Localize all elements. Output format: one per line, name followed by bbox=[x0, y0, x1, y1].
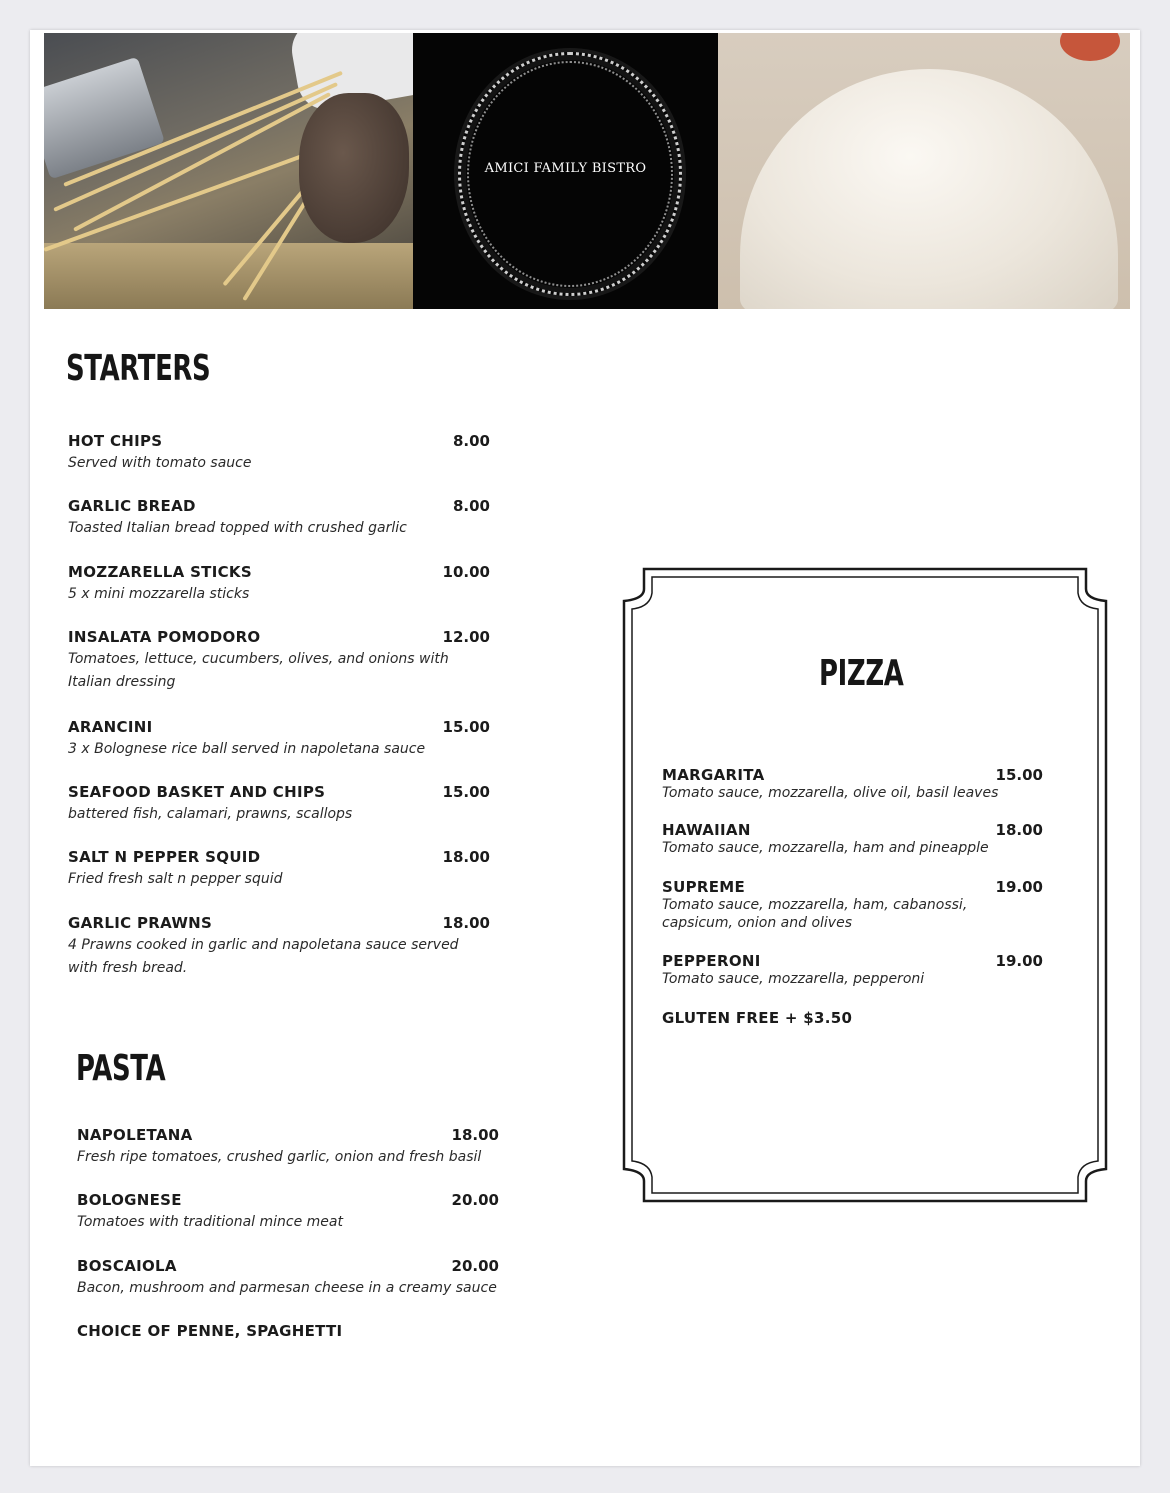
menu-item bbox=[77, 1126, 499, 1169]
item-description: Toasted Italian bread topped with crushed garlic bbox=[68, 520, 407, 536]
pizza-dough-photo bbox=[718, 33, 1130, 309]
item-price: 15.00 bbox=[442, 718, 490, 736]
item-name: INSALATA POMODORO bbox=[68, 628, 261, 646]
item-name: GARLIC BREAD bbox=[68, 497, 196, 515]
item-price: 15.00 bbox=[442, 783, 490, 801]
menu-page bbox=[30, 30, 1140, 1466]
item-description: 4 Prawns cooked in garlic and napoletana sauce served with fresh bread. bbox=[68, 937, 459, 976]
item-price: 19.00 bbox=[995, 878, 1043, 896]
item-name: PEPPERONI bbox=[662, 952, 761, 970]
item-price: 18.00 bbox=[995, 821, 1043, 839]
item-price: 18.00 bbox=[442, 914, 490, 932]
item-name: SEAFOOD BASKET AND CHIPS bbox=[68, 783, 326, 801]
item-name: SALT N PEPPER SQUID bbox=[68, 848, 261, 866]
item-description: Tomato sauce, mozzarella, pepperoni bbox=[662, 971, 925, 987]
menu-item bbox=[68, 497, 490, 540]
item-price: 8.00 bbox=[452, 432, 490, 450]
logo-text: AMICI FAMILY BISTRO bbox=[484, 161, 647, 176]
item-name: SUPREME bbox=[662, 878, 746, 896]
menu-item bbox=[662, 766, 1047, 802]
item-description: 5 x mini mozzarella sticks bbox=[68, 586, 250, 602]
item-name: MOZZARELLA STICKS bbox=[68, 563, 252, 581]
menu-item bbox=[662, 952, 1047, 988]
item-name: HAWAIIAN bbox=[662, 821, 751, 839]
item-description: Fried fresh salt n pepper squid bbox=[68, 871, 283, 887]
menu-item bbox=[662, 821, 1047, 857]
item-price: 20.00 bbox=[451, 1191, 499, 1209]
item-description: Tomato sauce, mozzarella, ham and pineapple bbox=[662, 840, 989, 856]
item-description: Fresh ripe tomatoes, crushed garlic, onion and fresh basil bbox=[77, 1149, 482, 1165]
pasta-choice-note: CHOICE OF PENNE, SPAGHETTI bbox=[77, 1322, 343, 1340]
item-description: Tomatoes, lettuce, cucumbers, olives, and onions with Italian dressing bbox=[68, 651, 449, 690]
bistro-logo bbox=[413, 33, 718, 309]
item-name: HOT CHIPS bbox=[68, 432, 163, 450]
item-name: NAPOLETANA bbox=[77, 1126, 193, 1144]
item-description: Tomato sauce, mozzarella, ham, cabanossi, capsicum, onion and olives bbox=[662, 897, 968, 931]
pizza-heading: PIZZA bbox=[819, 653, 904, 694]
header-banner bbox=[44, 33, 1130, 309]
item-name: ARANCINI bbox=[68, 718, 153, 736]
menu-item bbox=[68, 432, 490, 475]
item-price: 12.00 bbox=[442, 628, 490, 646]
menu-item bbox=[662, 878, 1047, 932]
menu-item bbox=[77, 1191, 499, 1234]
item-price: 18.00 bbox=[442, 848, 490, 866]
pasta-heading: PASTA bbox=[76, 1048, 166, 1089]
item-price: 20.00 bbox=[451, 1257, 499, 1275]
menu-item bbox=[68, 783, 490, 826]
item-description: 3 x Bolognese rice ball served in napoletana sauce bbox=[68, 741, 426, 757]
item-description: battered fish, calamari, prawns, scallops bbox=[68, 806, 353, 822]
menu-item bbox=[68, 628, 490, 694]
item-name: BOSCAIOLA bbox=[77, 1257, 177, 1275]
item-description: Tomato sauce, mozzarella, olive oil, basil leaves bbox=[662, 785, 999, 801]
item-name: MARGARITA bbox=[662, 766, 765, 784]
menu-item bbox=[68, 848, 490, 891]
item-price: 8.00 bbox=[452, 497, 490, 515]
item-price: 18.00 bbox=[451, 1126, 499, 1144]
pasta-making-photo bbox=[44, 33, 413, 309]
menu-item bbox=[77, 1257, 499, 1300]
item-description: Bacon, mushroom and parmesan cheese in a creamy sauce bbox=[77, 1280, 497, 1296]
item-description: Served with tomato sauce bbox=[68, 455, 252, 471]
item-description: Tomatoes with traditional mince meat bbox=[77, 1214, 343, 1230]
menu-item bbox=[68, 914, 490, 980]
item-price: 15.00 bbox=[995, 766, 1043, 784]
starters-heading: STARTERS bbox=[66, 348, 211, 389]
menu-item bbox=[68, 563, 490, 606]
item-name: GARLIC PRAWNS bbox=[68, 914, 213, 932]
menu-item bbox=[68, 718, 490, 761]
item-price: 19.00 bbox=[995, 952, 1043, 970]
item-name: BOLOGNESE bbox=[77, 1191, 182, 1209]
gluten-free-note: GLUTEN FREE + $3.50 bbox=[662, 1009, 853, 1027]
item-price: 10.00 bbox=[442, 563, 490, 581]
